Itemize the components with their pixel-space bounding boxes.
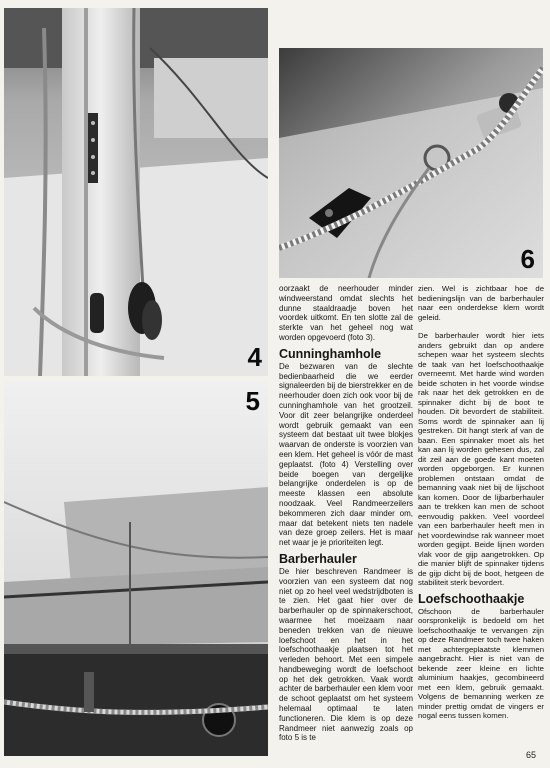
paragraph-intro: oorzaakt de neerhouder minder windweerstand omdat slechts het dunne staaldraadje boven het voordek uitkomt. En ten slotte zal de sterkte van het geheel nog wat worden opgevoerd (foto 3). [279, 284, 413, 342]
paragraph-barberhauler: De hier beschreven Randmeer is voorzien van een systeem dat nog niet op zo heel veel wedstrijdboten is te zien. Het gaat hier over de barberhauler op de spinnakerschoot, waarmee het moeizaam naar beneden trekken van de nieuwe loefschoot en het in het loefschoothaakje plaatsen tot het verleden behoort. Met een simpele handbeweging wordt de loefschoot op het dek getrokken. Vaak wordt achter de barberhauler een klem voor de schoot geplaatst om het systeem helemaal optimaal te laten functioneren. Die klem is op deze Randmeer niet aanwezig zoals op foto 5 is te [279, 566, 413, 743]
page-number: 65 [525, 750, 536, 760]
photo-number-6: 6 [520, 244, 535, 274]
article-column-middle [279, 284, 413, 743]
paragraph-right-1: zien. Wel is zichtbaar hoe de bedieningslijn van de barberhauler naar een onderdekse klem wordt geleid. [418, 284, 544, 322]
photo-4-mast-cunningham [4, 8, 268, 376]
photo-number-5: 5 [245, 386, 260, 416]
heading-loefschoothaakje: Loefschoothaakje [418, 591, 525, 606]
heading-cunninghamhole: Cunninghamhole [279, 346, 382, 361]
heading-barberhauler: Barberhauler [279, 551, 357, 566]
photo-6-deck-fitting [279, 48, 543, 278]
paragraph-cunninghamhole: De bezwaren van de slechte bedienbaarheid die we eerder signaleerden bij de bierstrekker en de neerhouder doen zich ook voor bij de cunninghamhole van het grootzeil. Voor dit zeer belangrijke onderdeel wordt gebruik gemaakt van een systeem dat bestaat uit twee blokjes waarvan de onderste is voorzien van een klem. Het geheel is vóór de mast geplaatst. (foto 4) Verstelling over beide boegen van dergelijke belangrijke onderdelen is op de meeste klassen een absolute noodzaak. Veel Randmeerzeilers bekommeren zich daar minder om, maar dat betekent niets ten nadele van deze groep zeilers. Het is maar net waar je je prioriteiten legt. [279, 361, 413, 548]
paragraph-right-2: De barberhauler wordt hier iets anders gebruikt dan op andere schepen waar het systeem slechts de taak van het loefschoothaakje overneemt. Met harde wind worden beide schoten in het voorde windse rak naar het dek getrokken en de spinnaker dicht bij de boot te houden. Dit bevordert de stabiliteit. Soms wordt de spinnaker aan lij gestreken. Dit hangt sterk af van de baan. Een spinnaker moet als het kan aan lij worden gehesen dus, zal dit zeil aan de goede kant moeten worden opgeborgen. Er kunnen problemen ontstaan omdat de bemanning vaak niet bij de lijschoot kan komen. Door de lijbarberhauler aan te trekken kan men de schoot eenvoudig pakken. Veel voordeel van een barberhauler heeft men in het voordewindse rak wanneer moet worden gegijpt. Beide lijnen worden vlak voor de gijp aangetrokken. Op die manier blijft de spinnaker tijdens de gijp dicht bij de boot, hetgeen de stabiliteit sterk bevordert. [418, 331, 544, 587]
paragraph-loefschoothaakje: Ofschoon de barberhauler oorspronkelijk is bedoeld om het loefschoothaakje te vervangen zijn op deze Randmeer toch twee haken met achtergeplaatste klemmen aangebracht. Hier is niet van de bekende zeer kleine en lichte aluminium haakjes, gecombineerd met een klem, gebruik gemaakt. Volgens de bemanning werken ze minder prettig omdat de vingers er nogal eens tussen komen. [418, 606, 544, 720]
article-column-right [418, 284, 544, 721]
photo-number-4: 4 [247, 342, 262, 372]
photo-5-barberhauler [4, 382, 268, 756]
